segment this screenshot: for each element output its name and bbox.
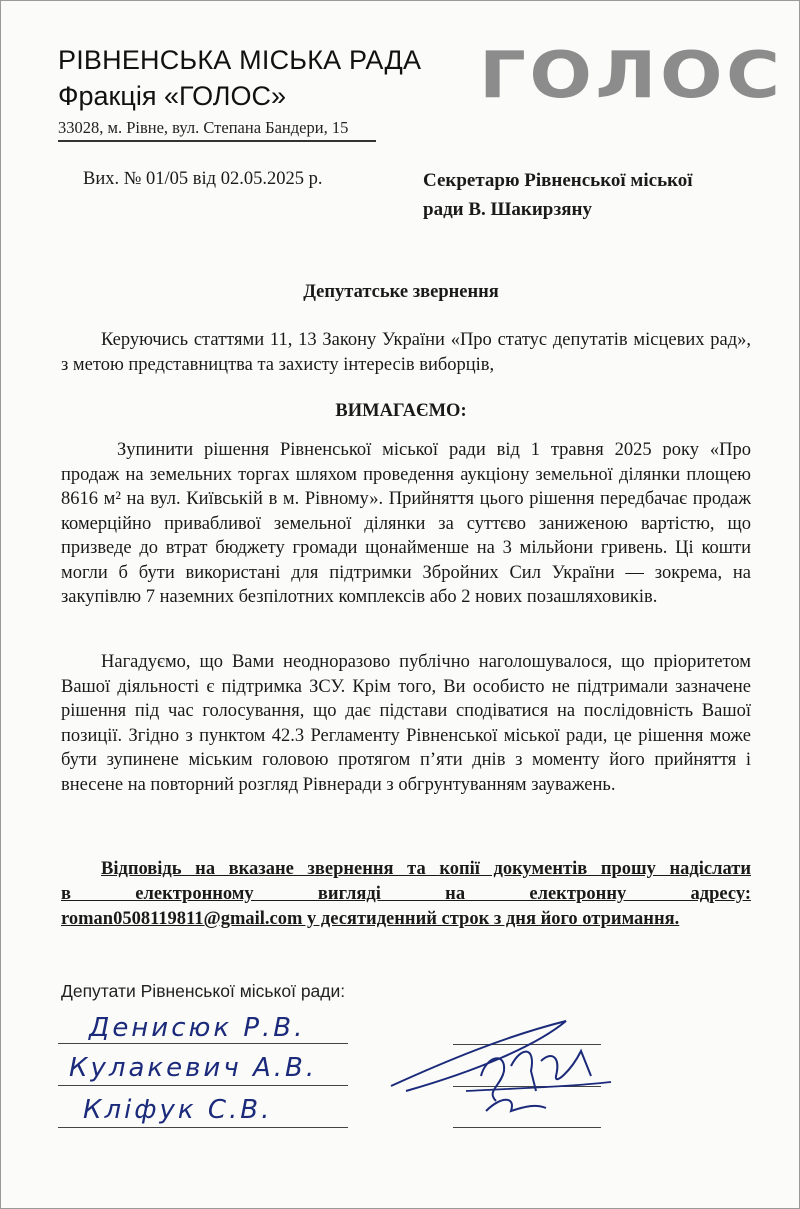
organization-name: РІВНЕНСЬКА МІСЬКА РАДА	[58, 45, 422, 75]
reply-line: в електронному вигляді на електронну адресу:	[61, 884, 751, 904]
recipient-block	[423, 166, 743, 224]
handwritten-name: Денисюк Р.В.	[89, 1013, 306, 1043]
demand-heading: ВИМАГАЄМО:	[335, 401, 467, 421]
recipient-line: ради В. Шакирзяну	[423, 199, 592, 220]
golos-logo: ГОЛОС	[479, 39, 784, 113]
reminder-paragraph: Нагадуємо, що Вами неодноразово публічно наголошувалося, що пріоритетом Вашої діяльності є підтримка ЗСУ. Крім того, Ви особисто не підтримали зазначене рішення під час голосування, що дає підстави сподіватися на послідовність Вашої позиції. Згідно з пунктом 42.3 Регламенту Рівненської міської ради, це рішення може бути зупинене міським головою протягом п’яти днів з моменту його прийняття і внесене на повторний розгляд Рівнеради з обгрунтуванням зауважень.	[61, 652, 751, 795]
document-title: Депутатське звернення	[303, 282, 499, 302]
intro-paragraph: Керуючись статтями 11, 13 Закону України «Про статус депутатів місцевих рад», з метою представництва та захисту інтересів виборців,	[61, 330, 751, 375]
signature-line	[453, 1127, 601, 1128]
organization-address: 33028, м. Рівне, вул. Степана Бандери, 15	[58, 118, 349, 137]
handwritten-name: Кулакевич А.В.	[69, 1053, 318, 1083]
fraction-name: Фракція «ГОЛОС»	[58, 81, 287, 111]
reply-request	[61, 857, 751, 932]
signers-label: Депутати Рівненської міської ради:	[61, 981, 346, 1001]
handwritten-name: Кліфук С.В.	[83, 1095, 273, 1125]
header-divider	[58, 140, 376, 142]
signature-line	[58, 1127, 348, 1128]
signature-line	[58, 1043, 348, 1044]
signature-line	[58, 1085, 348, 1086]
reply-line-email: roman0508119811@gmail.com у десятиденний строк з дня його отримання.	[61, 909, 680, 929]
demand-paragraph: Зупинити рішення Рівненської міської ради від 1 травня 2025 року «Про продаж на земельних торгах шляхом проведення аукціону земельної ділянки площею 8616 м² на вул. Київській в м. Рівному». Прийняття цього рішення передбачає продаж комерційно привабливої земельної ділянки за суттєво заниженою вартістю, що призведе до втрат бюджету громади щонайменше на 3 мільйони гривень. Ці кошти могли б бути використані для підтримки Збройних Сил України — зокрема, на закупівлю 7 наземних безпілотних комплексів або 2 нових позашляховиків.	[61, 440, 751, 607]
handwritten-signature-icon	[386, 1016, 616, 1126]
recipient-line: Секретарю Рівненської міської	[423, 170, 693, 191]
outgoing-number: Вих. № 01/05 від 02.05.2025 р.	[83, 169, 323, 189]
reply-line: Відповідь на вказане звернення та копії документів прошу надіслати	[101, 859, 751, 879]
